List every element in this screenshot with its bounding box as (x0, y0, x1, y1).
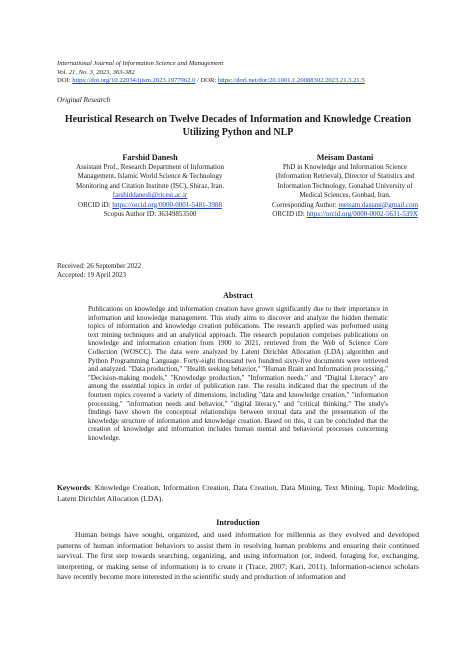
author-2-block (240, 152, 450, 219)
keywords-label: Keywords (57, 483, 90, 492)
article-type: Original Research (57, 96, 111, 104)
author-1-block (40, 152, 260, 219)
dor-link[interactable]: https://dorl.net/dor/20.1001.1.20088302.2023.21.3.21.5 (217, 77, 365, 85)
author-1-affiliation-line: Assistant Prof., Research Department of Information (76, 163, 224, 171)
paper-title: Heuristical Research on Twelve Decades of Information and Knowledge Creation Utilizing Python and NLP (64, 114, 412, 138)
author-1-scopus-id: Scopus Author ID: 36349853500 (103, 210, 197, 219)
author-2-orcid-link[interactable]: https://orcid.org/0000-0002-5631-539X (306, 210, 418, 219)
corresponding-author-label: Corresponding Author: (271, 200, 337, 209)
abstract-text: Publications on knowledge and information creation have grown significantly due to their importance in information and knowledge management. This study aims to discover and analyze the hidden thematic topics of information and knowledge creation publications. The research applied was performed using text mining techniques and an analytical approach. The research population comprises publications on knowledge and information creation from 1900 to 2021, retrieved from the Web of Science Core Collection (WOSCC). The data were analyzed by Latent Dirichlet Allocation (LDA) algorithm and Python Programming Language. Forty-eight thousand two hundred sixty-five documents were retrieved and analyzed. "Data production," "Health seeking behavior," "Human Brain and Information processing," "Decision-making models," "Knowledge production," "Information needs," and "Digital Literacy" are among the essential topics in order of publication rate. The results indicated that the spectrum of the fourteen topics covered a variety of dimensions, including "data and knowledge creation," "information processing," "information needs and behavior," "digital literacy," and "critical thinking." The study's findings have shown the conceptual relationships between textual data and the presentation of the knowledge structure of information and knowledge creation. Based on this, it can be concluded that the creation of knowledge and information includes human mental and behavioral processes concerning knowledge. (88, 305, 388, 442)
doi-line (57, 77, 437, 86)
author-1-name: Farshid Danesh (122, 153, 178, 162)
author-2-affiliation-line: Information Technology, Gonabad University of (277, 181, 413, 190)
author-2-affiliation-line: Medical Sciences, Gonbad, Iran. (299, 191, 391, 200)
doi-label: DOI: (57, 77, 71, 85)
doi-link[interactable]: https://doi.org/10.22034/ijism.2023.1977962.0 (72, 77, 196, 85)
author-2-orcid-label: ORCID iD: (272, 210, 305, 219)
journal-name: International Journal of Information Science and Management (57, 60, 224, 67)
journal-volume: Vol. 21, No. 3, 2023, 363-382 (57, 68, 135, 76)
author-2-affiliation-line: (Information Retrieval), Director of Statistics and (275, 172, 415, 181)
dor-label: / DOR: (197, 77, 217, 85)
author-2-corresponding-line (240, 201, 450, 210)
author-1-orcid-link[interactable]: https://orcid.org/0000-0001-5481-3988 (112, 200, 222, 209)
introduction-text: Human beings have sought, organized, and used information for millennia as they evolved and developed patterns of human information behaviors to assist them in resolving human problems and ensuring their continued survival. The first step towards searching, organizing, and using information (or, indeed, foraging for, exchanging, interpreting, or making sense of information) is to create it (Trace, 2007; Kari, 2011). Information-science scholars have recently become more interested in the scientific study and production of information and (57, 530, 419, 582)
author-2-orcid-line (240, 210, 450, 219)
abstract-heading: Abstract (223, 291, 253, 300)
author-2-affiliation-line: PhD in Knowledge and Information Science (282, 163, 408, 171)
accepted-date: Accepted: 19 April 2023 (57, 271, 127, 280)
journal-header (57, 60, 437, 86)
author-1-orcid-label: ORCID iD: (78, 200, 111, 209)
author-2-name: Meisam Dastani (316, 153, 374, 162)
keywords-list: : Knowledge Creation, Information Creation, Data Creation, Data Mining, Text Mining, Topic Modeling, Latent Dirichlet Allocation (LDA). (57, 483, 419, 503)
author-1-email-link[interactable]: farshiddanesh@ricest.ac.ir (112, 191, 188, 200)
author-2-email-link[interactable]: meisam.dastani@gmail.com (338, 200, 419, 209)
received-date: Received: 26 September 2022 (57, 262, 142, 270)
author-1-affiliation-line: Management, Islamic World Science & Technology (77, 172, 223, 181)
author-1-affiliation-line: Monitoring and Citation Institute (ISC), Shiraz, Iran. (76, 181, 224, 190)
article-dates (57, 262, 141, 280)
keywords-paragraph (57, 483, 419, 504)
author-1-orcid-line (40, 201, 260, 210)
introduction-heading: Introduction (216, 518, 260, 527)
